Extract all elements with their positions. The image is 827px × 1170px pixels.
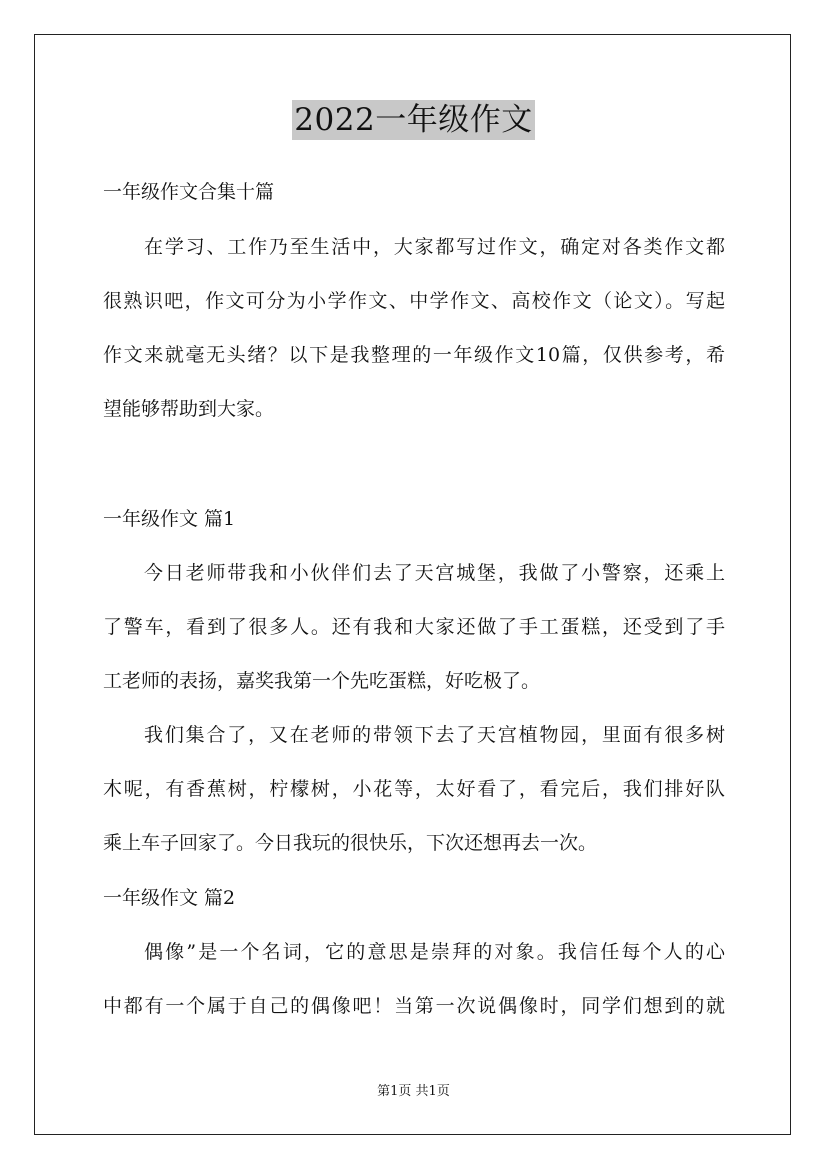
essay1-para2-line-1: 我们集合了，又在老师的带领下去了天宫植物园，里面有很多树 <box>144 724 725 746</box>
intro-line-1: 在学习、工作乃至生活中，大家都写过作文，确定对各类作文都 <box>144 236 725 258</box>
document-subtitle: 一年级作文合集十篇 <box>103 181 275 203</box>
title-block <box>0 100 827 140</box>
page-footer: 第1页 共1页 <box>377 1084 450 1099</box>
essay1-heading: 一年级作文 篇1 <box>103 508 236 530</box>
intro-line-2: 很熟识吧，作文可分为小学作文、中学作文、高校作文（论文）。写起 <box>103 290 725 312</box>
essay2-para1-line-2: 中都有一个属于自己的偶像吧！当第一次说偶像时，同学们想到的就 <box>103 995 725 1017</box>
essay1-para1-line-1: 今日老师带我和小伙伴们去了天宫城堡，我做了小警察，还乘上 <box>144 562 725 584</box>
essay1-para1-line-3: 工老师的表扬，嘉奖我第一个先吃蛋糕，好吃极了。 <box>103 670 541 692</box>
essay2-heading: 一年级作文 篇2 <box>103 887 236 909</box>
essay1-para2-line-3: 乘上车子回家了。今日我玩的很快乐，下次还想再去一次。 <box>103 832 598 854</box>
intro-line-4: 望能够帮助到大家。 <box>103 398 275 420</box>
essay1-para1-line-2: 了警车，看到了很多人。还有我和大家还做了手工蛋糕，还受到了手 <box>103 616 725 638</box>
document-title: 2022一年级作文 <box>294 102 533 138</box>
intro-line-3: 作文来就毫无头绪？以下是我整理的一年级作文10篇，仅供参考，希 <box>103 344 725 366</box>
essay2-para1-line-1: 偶像”是一个名词，它的意思是崇拜的对象。我信任每个人的心 <box>144 941 725 963</box>
essay1-para2-line-2: 木呢，有香蕉树，柠檬树，小花等，太好看了，看完后，我们排好队 <box>103 778 725 800</box>
